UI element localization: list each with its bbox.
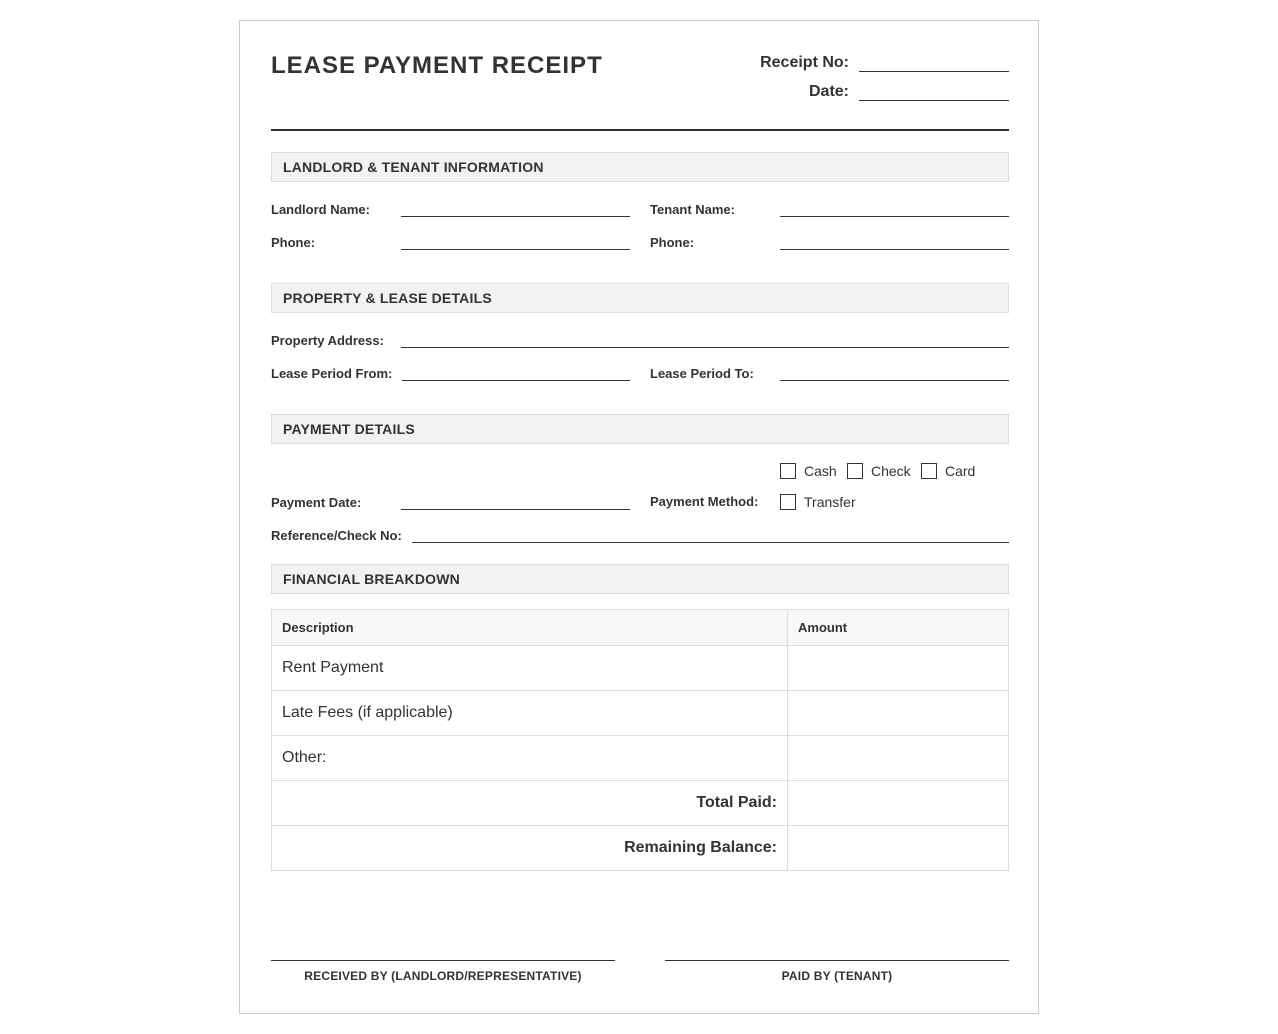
col-description: Description xyxy=(272,610,788,646)
tenant-name-label: Tenant Name: xyxy=(650,202,735,217)
receipt-no-input[interactable] xyxy=(859,53,1009,72)
method-transfer[interactable] xyxy=(780,494,856,510)
tenant-phone-field xyxy=(650,234,1009,250)
section-landlord-tenant: LANDLORD & TENANT INFORMATION xyxy=(271,152,1009,182)
receipt-no-field xyxy=(760,53,1009,72)
payment-date-input[interactable] xyxy=(401,494,630,510)
received-by-signature-line[interactable] xyxy=(271,960,615,961)
payment-method-field xyxy=(650,494,780,509)
landlord-name-input[interactable] xyxy=(401,201,630,217)
lease-from-input[interactable] xyxy=(402,365,630,381)
method-card[interactable] xyxy=(921,463,975,479)
total-paid-label: Total Paid: xyxy=(272,781,788,826)
tenant-name-input[interactable] xyxy=(780,201,1009,217)
date-input[interactable] xyxy=(859,82,1009,101)
paid-by-signature-line[interactable] xyxy=(665,960,1009,961)
card-label: Card xyxy=(945,463,976,479)
lease-from-label: Lease Period From: xyxy=(271,366,393,381)
date-label: Date: xyxy=(808,83,849,100)
table-row xyxy=(272,736,1009,781)
row-other-amount[interactable] xyxy=(788,736,1009,781)
tenant-phone-input[interactable] xyxy=(780,234,1009,250)
tenant-name-field xyxy=(650,201,1009,217)
col-amount: Amount xyxy=(788,610,1009,646)
property-address-label: Property Address: xyxy=(271,333,384,348)
landlord-phone-input[interactable] xyxy=(401,234,630,250)
lease-from-field xyxy=(271,365,630,381)
section-financial: FINANCIAL BREAKDOWN xyxy=(271,564,1009,594)
check-label: Check xyxy=(871,463,911,479)
payment-date-field xyxy=(271,494,630,510)
row-other-description: Other: xyxy=(272,736,788,781)
remaining-balance-label: Remaining Balance: xyxy=(272,826,788,871)
reference-field xyxy=(271,527,1009,543)
table-header-row xyxy=(272,610,1009,646)
transfer-label: Transfer xyxy=(804,494,856,510)
landlord-name-label: Landlord Name: xyxy=(271,202,370,217)
lease-to-input[interactable] xyxy=(780,365,1009,381)
receipt-no-label: Receipt No: xyxy=(760,54,849,71)
row-late-fees-amount[interactable] xyxy=(788,691,1009,736)
lease-to-label: Lease Period To: xyxy=(650,366,754,381)
section-property-lease: PROPERTY & LEASE DETAILS xyxy=(271,283,1009,313)
payment-date-label: Payment Date: xyxy=(271,495,362,510)
receipt-sheet xyxy=(239,20,1039,1014)
remaining-balance-amount[interactable] xyxy=(788,826,1009,871)
cash-label: Cash xyxy=(804,463,837,479)
method-check[interactable] xyxy=(847,463,911,479)
lease-to-field xyxy=(650,365,1009,381)
table-row xyxy=(272,691,1009,736)
received-by-signature xyxy=(271,960,615,983)
paid-by-label: PAID BY (TENANT) xyxy=(781,969,893,983)
header-divider xyxy=(271,129,1009,131)
section-payment: PAYMENT DETAILS xyxy=(271,414,1009,444)
financial-table xyxy=(271,609,1009,871)
check-checkbox[interactable] xyxy=(847,463,863,479)
landlord-name-field xyxy=(271,201,630,217)
card-checkbox[interactable] xyxy=(921,463,937,479)
landlord-phone-label: Phone: xyxy=(271,235,316,250)
landlord-phone-field xyxy=(271,234,630,250)
date-field xyxy=(809,82,1009,101)
reference-label: Reference/Check No: xyxy=(271,528,402,543)
tenant-phone-label: Phone: xyxy=(650,235,695,250)
reference-input[interactable] xyxy=(412,527,1009,543)
property-address-input[interactable] xyxy=(401,332,1009,348)
cash-checkbox[interactable] xyxy=(780,463,796,479)
table-row xyxy=(272,646,1009,691)
transfer-checkbox[interactable] xyxy=(780,494,796,510)
row-late-fees-description: Late Fees (if applicable) xyxy=(272,691,788,736)
property-address-field xyxy=(271,332,1009,348)
receipt-content xyxy=(271,21,1009,1013)
row-rent-amount[interactable] xyxy=(788,646,1009,691)
total-row xyxy=(272,781,1009,826)
total-paid-amount[interactable] xyxy=(788,781,1009,826)
payment-method-label: Payment Method: xyxy=(650,494,759,509)
page-title: LEASE PAYMENT RECEIPT xyxy=(271,52,603,79)
row-rent-description: Rent Payment xyxy=(272,646,788,691)
paid-by-signature xyxy=(665,960,1009,983)
received-by-label: RECEIVED BY (LANDLORD/REPRESENTATIVE) xyxy=(304,969,582,983)
method-cash[interactable] xyxy=(780,463,837,479)
balance-row xyxy=(272,826,1009,871)
